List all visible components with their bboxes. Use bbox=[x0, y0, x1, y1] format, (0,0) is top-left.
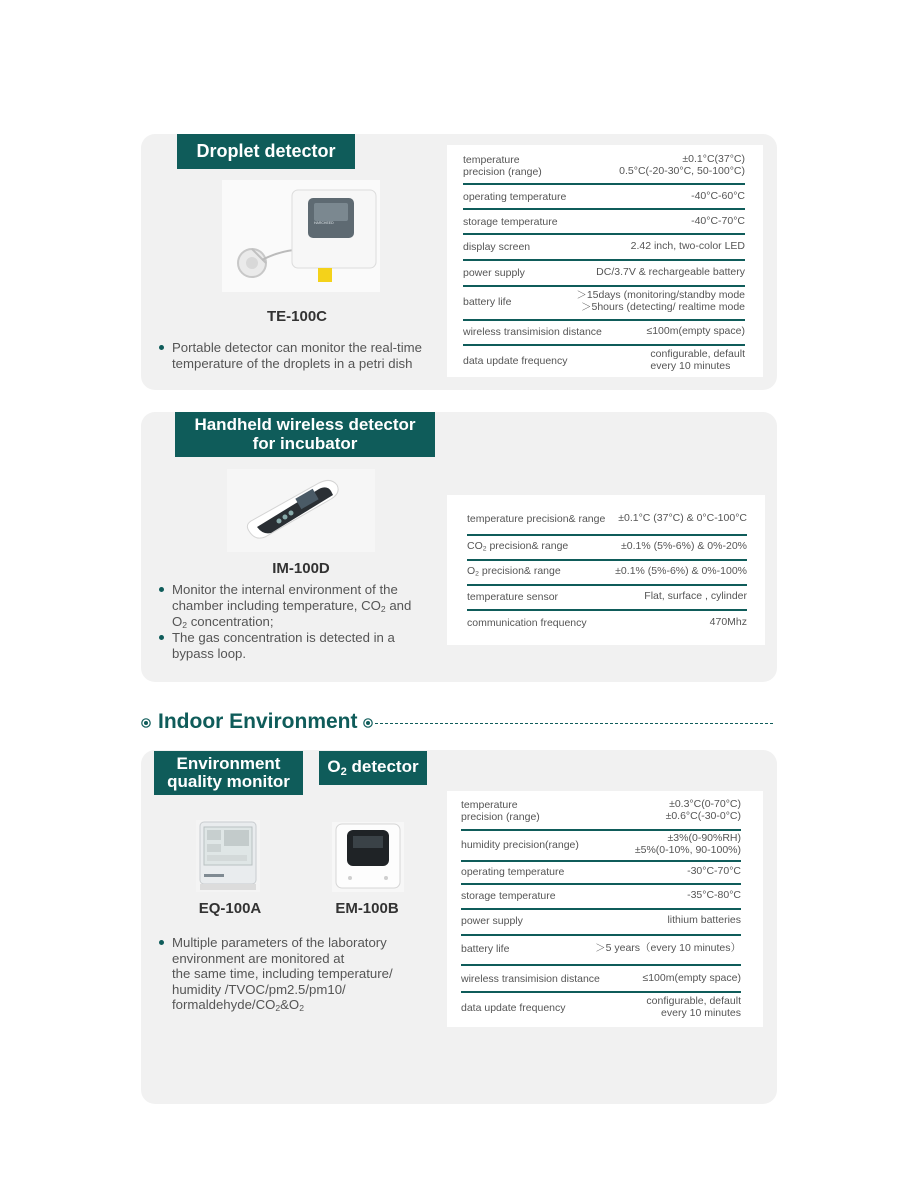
spec-value: ≤100m(empty space) bbox=[642, 972, 741, 985]
spec-label: wireless transimision distance bbox=[461, 972, 600, 985]
spec-divider bbox=[461, 934, 741, 936]
droplet-bullet-line1: Portable detector can monitor the real-time bbox=[172, 340, 422, 355]
spec-row-power-supply bbox=[461, 911, 741, 931]
te-100c-device-brand: HARCHEED bbox=[314, 221, 334, 225]
eq-100a-product-image bbox=[196, 820, 260, 892]
spec-row-wireless-distance bbox=[461, 969, 741, 989]
handheld-tag-line1: Handheld wireless detector bbox=[194, 415, 416, 435]
spec-label: communication frequency bbox=[467, 616, 587, 629]
spec-row-temperature-precision bbox=[461, 796, 741, 826]
spec-value: ±0.1°C(37°C) 0.5°C(-20-30°C, 50-100°C) bbox=[619, 153, 745, 177]
spec-label: wireless transimision distance bbox=[463, 325, 602, 338]
bullet-dot-icon bbox=[159, 940, 164, 945]
spec-label: operating temperature bbox=[463, 190, 567, 203]
spec-value: ≤100m(empty space) bbox=[646, 325, 745, 338]
handheld-bullet-1: Monitor the internal environment of the chamber including temperature, $CO_2$ and $O_2$ concentration; bbox=[159, 582, 449, 630]
spec-divider bbox=[463, 285, 745, 287]
spec-row-o2-precision bbox=[467, 562, 747, 582]
em-100b-model: EM-100B bbox=[335, 900, 399, 917]
section-header-indoor bbox=[141, 708, 777, 738]
handheld-bullet-list bbox=[159, 582, 449, 661]
handheld-spec-table bbox=[447, 495, 765, 645]
spec-label: power supply bbox=[461, 914, 523, 927]
spec-value: ±0.3°C(0-70°C) ±0.6°C(-30-0°C) bbox=[665, 798, 741, 822]
spec-value: ±0.1% (5%-6%) & 0%-20% bbox=[621, 540, 747, 553]
spec-divider bbox=[467, 584, 747, 586]
spec-label: temperature precision (range) bbox=[463, 153, 542, 178]
spec-row-data-update bbox=[461, 994, 741, 1022]
target-bullet-icon bbox=[141, 718, 151, 728]
environment-monitor-tag bbox=[154, 751, 303, 795]
spec-divider bbox=[467, 559, 747, 561]
spec-value: ＞15days (monitoring/standby mode ＞5hours (detecting/ realtime mode bbox=[576, 289, 745, 313]
droplet-detector-title: Droplet detector bbox=[196, 140, 336, 161]
spec-value: lithium batteries bbox=[667, 914, 741, 927]
im-100d-model: IM-100D bbox=[272, 560, 330, 577]
spec-label: data update frequency bbox=[461, 1001, 566, 1014]
spec-row-operating-temperature bbox=[461, 862, 741, 882]
droplet-bullet-line2: temperature of the droplets in a petri dish bbox=[172, 355, 413, 371]
im-100d-product-image bbox=[227, 469, 375, 552]
spec-divider bbox=[461, 964, 741, 966]
indoor-spec-table bbox=[447, 791, 763, 1027]
spec-value: -40°C-70°C bbox=[691, 215, 745, 228]
spec-label: battery life bbox=[461, 942, 510, 955]
spec-divider bbox=[461, 908, 741, 910]
spec-row-battery-life bbox=[461, 939, 741, 959]
handheld-tag-line2: for incubator bbox=[252, 433, 358, 453]
section-dotted-rule bbox=[375, 723, 773, 724]
environment-tag-line2: quality monitor bbox=[167, 772, 290, 791]
spec-divider bbox=[467, 534, 747, 536]
spec-value: ±0.1% (5%-6%) & 0%-100% bbox=[615, 565, 747, 578]
spec-value: ±0.1°C (37°C) & 0°C-100°C bbox=[618, 512, 747, 525]
spec-value: -30°C-70°C bbox=[687, 865, 741, 878]
spec-label: battery life bbox=[463, 295, 512, 308]
indoor-bullet-list bbox=[159, 935, 439, 1014]
spec-divider bbox=[463, 208, 745, 210]
bullet-dot-icon bbox=[159, 345, 164, 350]
spec-label: temperature sensor bbox=[467, 590, 559, 603]
handheld-detector-tag bbox=[175, 412, 435, 457]
spec-row-temperature-precision bbox=[463, 151, 745, 181]
environment-tag-line1: Environment bbox=[176, 753, 281, 773]
spec-label: temperature precision& range bbox=[467, 512, 606, 525]
spec-label: display screen bbox=[463, 240, 531, 253]
eq-100a-model: EQ-100A bbox=[198, 900, 262, 917]
spec-value: 2.42 inch, two-color LED bbox=[630, 240, 745, 253]
spec-value: -40°C-60°C bbox=[691, 190, 745, 203]
spec-label: $CO_2$ precision& range bbox=[467, 540, 569, 553]
o2-detector-tag bbox=[319, 751, 427, 785]
spec-row-operating-temperature bbox=[463, 187, 745, 207]
droplet-detector-tag bbox=[177, 134, 355, 169]
spec-row-communication-frequency bbox=[467, 613, 747, 633]
spec-label: $O_2$ precision& range bbox=[467, 565, 561, 578]
spec-value: -35°C-80°C bbox=[687, 889, 741, 902]
spec-label: temperature precision (range) bbox=[461, 798, 540, 823]
spec-label: storage temperature bbox=[463, 215, 558, 228]
indoor-bullet: Multiple parameters of the laboratory environment are monitored at the same time, including temperature/ humidity /TVOC/pm2.5/pm10/ formaldehyde/$CO_2\&O_2$ bbox=[159, 935, 439, 1014]
te-100c-product-image bbox=[222, 180, 380, 292]
spec-value: 470Mhz bbox=[709, 616, 747, 629]
spec-divider bbox=[461, 883, 741, 885]
spec-value: DC/3.7V & rechargeable battery bbox=[596, 266, 745, 279]
bullet-dot-icon bbox=[159, 587, 164, 592]
droplet-spec-table bbox=[447, 145, 763, 377]
handheld-bullet-2: The gas concentration is detected in a bypass loop. bbox=[159, 630, 449, 661]
spec-value: configurable, default every 10 minutes bbox=[646, 995, 741, 1019]
spec-row-data-update bbox=[463, 347, 745, 375]
spec-divider bbox=[463, 344, 745, 346]
spec-value: ＞5 years（every 10 minutes） bbox=[595, 942, 741, 955]
spec-divider bbox=[461, 991, 741, 993]
section-title: Indoor Environment bbox=[158, 710, 358, 733]
spec-label: storage temperature bbox=[461, 889, 556, 902]
spec-divider bbox=[467, 609, 747, 611]
target-bullet-icon bbox=[363, 718, 373, 728]
droplet-bullet bbox=[159, 340, 449, 371]
spec-row-humidity-precision bbox=[461, 831, 741, 859]
spec-label: operating temperature bbox=[461, 865, 565, 878]
droplet-bullet-list bbox=[159, 340, 449, 371]
spec-value: ±3%(0-90%RH) ±5%(0-10%, 90-100%) bbox=[634, 832, 741, 856]
spec-label: power supply bbox=[463, 266, 525, 279]
spec-value: Flat, surface , cylinder bbox=[644, 590, 747, 603]
spec-row-storage-temperature bbox=[463, 212, 745, 232]
em-100b-product-image bbox=[332, 822, 404, 892]
spec-row-wireless-distance bbox=[463, 322, 745, 342]
spec-divider bbox=[463, 233, 745, 235]
spec-label: data update frequency bbox=[463, 354, 568, 367]
spec-label: humidity precision(range) bbox=[461, 838, 579, 851]
spec-divider bbox=[463, 183, 745, 185]
te-100c-model: TE-100C bbox=[266, 308, 328, 325]
spec-row-display-screen bbox=[463, 237, 745, 257]
bullet-dot-icon bbox=[159, 635, 164, 640]
spec-divider bbox=[463, 259, 745, 261]
o2-tag-label: $O_2$ detector bbox=[327, 756, 419, 778]
spec-row-temperature-sensor bbox=[467, 587, 747, 607]
spec-row-co2-precision bbox=[467, 537, 747, 557]
spec-row-battery-life bbox=[463, 288, 745, 316]
spec-row-temperature-precision bbox=[467, 509, 747, 529]
spec-row-power-supply bbox=[463, 263, 745, 283]
spec-value: configurable, default every 10 minutes bbox=[650, 348, 745, 372]
spec-row-storage-temperature bbox=[461, 886, 741, 906]
spec-divider bbox=[463, 319, 745, 321]
